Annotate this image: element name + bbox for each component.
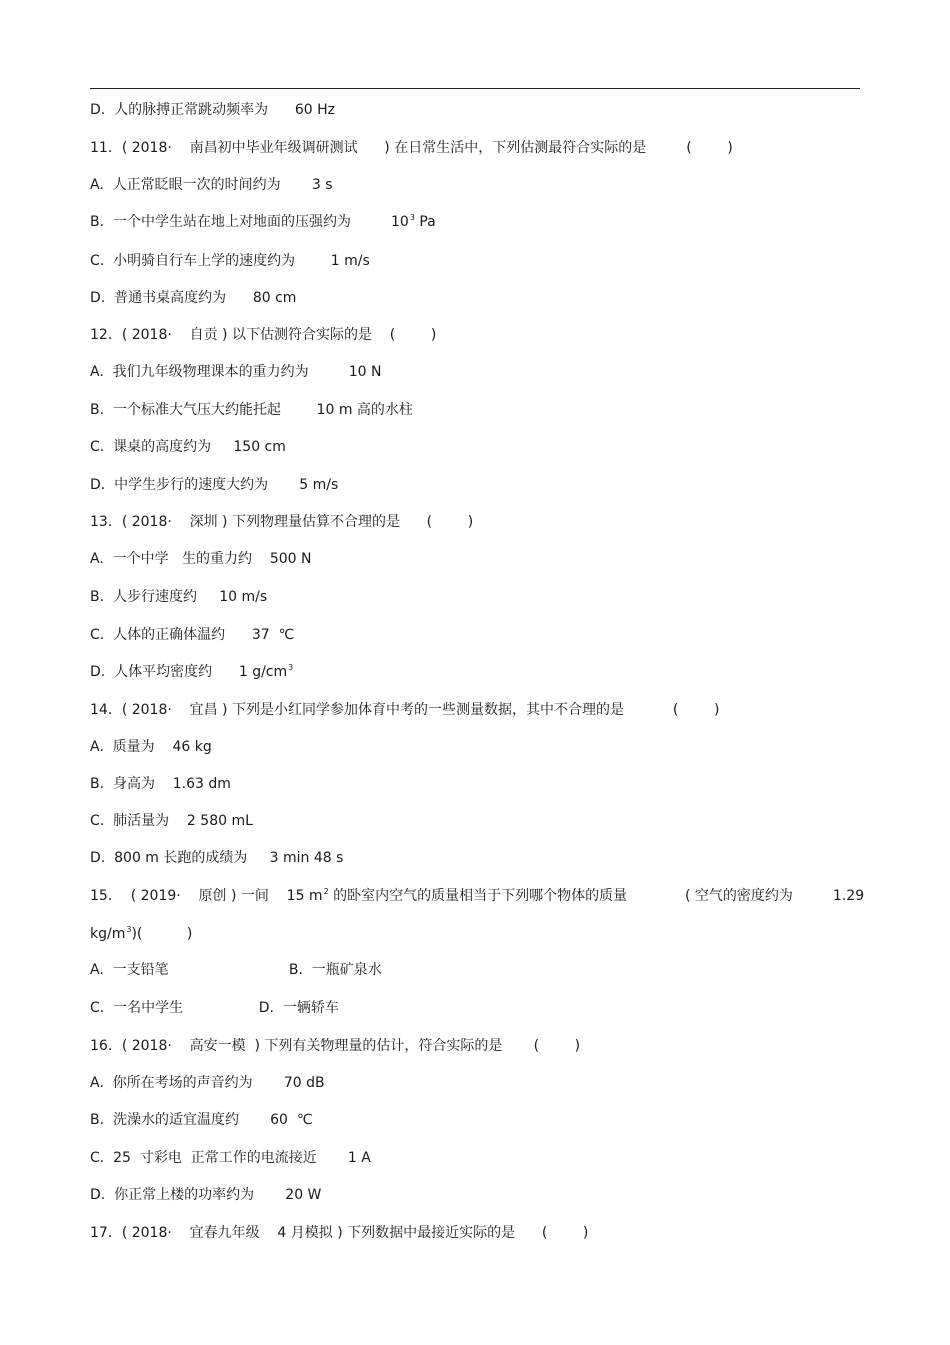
question-17: 17．( 2018· 宜春九年级 4 月模拟 ) 下列数据中最接近实际的是 ( ) bbox=[90, 1225, 589, 1241]
option-c-12: C. 课桌的高度约为 150 cm bbox=[90, 439, 286, 455]
option-a-12: A. 我们九年级物理课本的重力约为 10 N bbox=[90, 364, 382, 380]
question-14: 14．( 2018· 宜昌 ) 下列是小红同学参加体育中考的一些测量数据，其中不合理的是 ( ) bbox=[90, 702, 720, 718]
exponent: 2 bbox=[323, 887, 329, 896]
exponent: 3 bbox=[409, 213, 415, 222]
option-b-11-text: B. 一个中学生站在地上对地面的压强约为 10 bbox=[90, 214, 409, 230]
options-cd-15: C. 一名中学生 D. 一辆轿车 bbox=[90, 1000, 339, 1016]
answer-bracket: )( ) bbox=[131, 926, 193, 942]
question-13: 13．( 2018· 深圳 ) 下列物理量估算不合理的是 ( ) bbox=[90, 514, 474, 530]
option-c-16: C. 25 寸彩电 正常工作的电流接近 1 A bbox=[90, 1150, 371, 1166]
option-a-11: A. 人正常眨眼一次的时间约为 3 s bbox=[90, 177, 333, 193]
question-15-tail: 的卧室内空气的质量相当于下列哪个物体的质量 ( 空气的密度约为 1.29 bbox=[328, 888, 865, 904]
option-d-10: D. 人的脉搏正常跳动频率为 60 Hz bbox=[90, 102, 335, 118]
question-11: 11．( 2018· 南昌初中毕业年级调研测试 ) 在日常生活中，下列估测最符合实际的是 ( ) bbox=[90, 140, 733, 156]
options-ab-15: A. 一支铅笔 B. 一瓶矿泉水 bbox=[90, 962, 382, 978]
question-12: 12．( 2018· 自贡 ) 以下估测符合实际的是 ( ) bbox=[90, 327, 437, 343]
option-a-13: A. 一个中学 生的重力约 500 N bbox=[90, 551, 312, 567]
option-b-11 bbox=[90, 212, 436, 232]
option-b-14: B. 身高为 1.63 dm bbox=[90, 776, 231, 792]
unit: Pa bbox=[414, 214, 436, 230]
question-15 bbox=[90, 886, 864, 906]
exponent: 3 bbox=[288, 663, 294, 672]
option-c-13: C. 人体的正确体温约 37 ℃ bbox=[90, 627, 295, 643]
question-15-text: 15． ( 2019· 原创 ) 一间 15 m bbox=[90, 888, 323, 904]
option-d-12: D. 中学生步行的速度大约为 5 m/s bbox=[90, 477, 339, 493]
option-b-12: B. 一个标准大气压大约能托起 10 m 高的水柱 bbox=[90, 402, 413, 418]
question-15-unit: kg/m bbox=[90, 926, 126, 942]
option-d-16: D. 你正常上楼的功率约为 20 W bbox=[90, 1187, 322, 1203]
exponent: 3 bbox=[126, 925, 132, 934]
option-c-11: C. 小明骑自行车上学的速度约为 1 m/s bbox=[90, 253, 370, 269]
header-rule bbox=[90, 88, 860, 89]
option-b-16: B. 洗澡水的适宜温度约 60 ℃ bbox=[90, 1112, 313, 1128]
option-d-11: D. 普通书桌高度约为 80 cm bbox=[90, 290, 297, 306]
option-d-14: D. 800 m 长跑的成绩为 3 min 48 s bbox=[90, 850, 344, 866]
option-b-13: B. 人步行速度约 10 m/s bbox=[90, 589, 268, 605]
option-d-13-text: D. 人体平均密度约 1 g/cm bbox=[90, 664, 288, 680]
question-16: 16．( 2018· 高安一模 ) 下列有关物理量的估计，符合实际的是 ( ) bbox=[90, 1038, 581, 1054]
option-c-14: C. 肺活量为 2 580 mL bbox=[90, 813, 253, 829]
option-d-13 bbox=[90, 662, 293, 682]
option-a-16: A. 你所在考场的声音约为 70 dB bbox=[90, 1075, 325, 1091]
option-a-14: A. 质量为 46 kg bbox=[90, 739, 212, 755]
question-15-continued bbox=[90, 924, 192, 944]
